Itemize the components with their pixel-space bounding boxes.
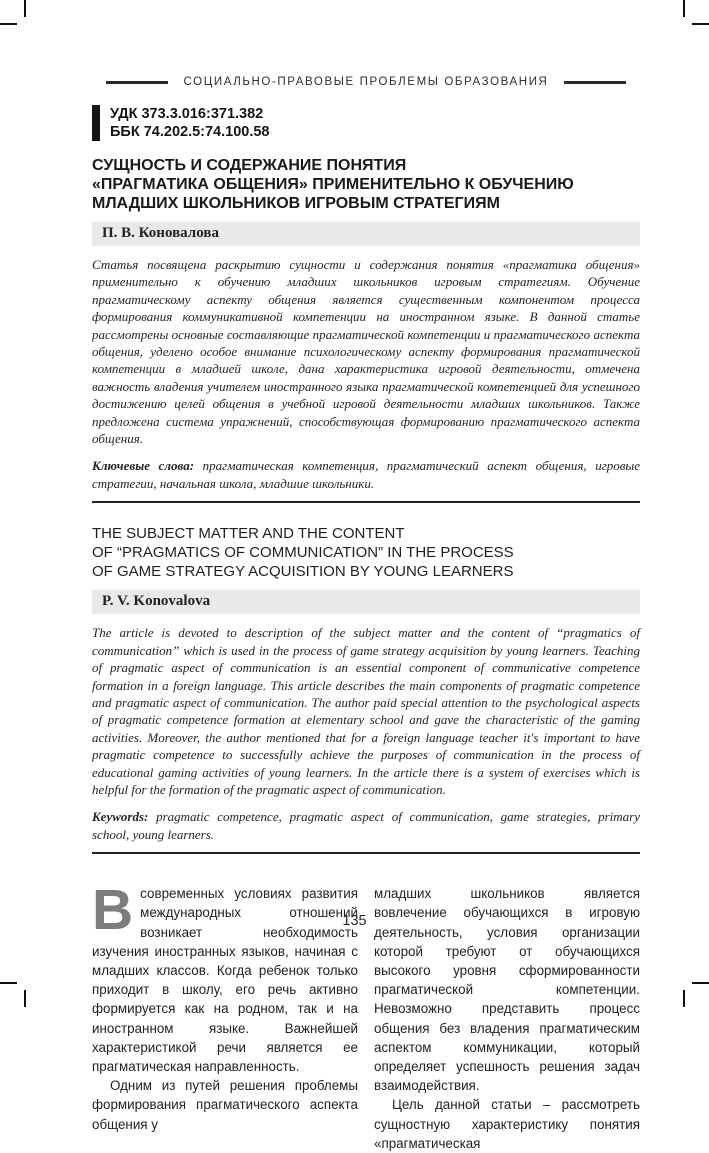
crop-mark-bottom-left-vertical [24,990,26,1007]
abstract-en: The article is devoted to description of the subject matter and the content of “pragmatics of communication” which is used in the process of game strategy acquisition by young learners. Teaching of pragmatic aspect of communication is an essential component of communicative competence formation in a foreign language. This article describes the main components of pragmatic competence and pragmatic aspect of communication. The author paid special attention to the psychological aspects of pragmatic competence formation at elementary school and gave the characteristic of the gaming activities. Moreover, the author mentioned that for a foreign language teacher it's important to have pragmatic competence to successfully achieve the purposes of communication in the process of educational gaming activities of young learners. In the article there is a system of exercises which is helpful for the formation of the pragmatic aspect of communication. [92,625,640,797]
section-divider-2 [92,852,640,854]
udc-code: УДК 373.3.016:371.382 [110,106,264,122]
abstract-ru: Статья посвящена раскрытию сущности и содержания понятия «прагматика общения» применительно к обучению младших школьников игровым стратегиям. Обучение прагматическому аспекту общения является существенным компонентом процесса формирования коммуникативной компетенции на иностранном языке. В данной статье рассмотрены основные составляющие прагматической компетенции и прагматического аспекта общения, уделено особое внимание психологическому аспекту формирования прагматической компетенции в младшей школе, дана характеристика игровой деятельности, отмечена важность владения учителем иностранного языка прагматической компетенцией для успешного достижению целей общения в учебной игровой деятельности младших школьников. Также предложена система упражнений, способствующая формированию прагматического аспекта общения. [92,257,640,447]
keywords-ru [92,457,640,492]
drop-cap: В [92,878,134,943]
keywords-en-label: Keywords: [92,809,149,825]
crop-mark-bottom-right-horizontal [692,982,709,984]
crop-mark-top-left-vertical [24,0,26,17]
crop-mark-top-right-horizontal [692,23,709,25]
running-header-right-rule [564,81,626,84]
body-right-paragraph-1: младших школьников является вовлечение обучающихся в игровую деятельность, условия организации которой требуют от обучающихся высокого уровня сформированности прагматической компетенции. Невозможно представить процесс общения без владения прагматическим аспектом коммуникации, который определяет успешность решения задач взаимодействия. [374,886,640,1094]
crop-mark-top-right-vertical [683,0,685,17]
body-left-paragraph-2: Одним из путей решения проблемы формирования прагматического аспекта общения у [92,1078,358,1132]
author-name-en: P. V. Konovalova [92,590,640,614]
article-title-ru-line-2: «ПРАГМАТИКА ОБЩЕНИЯ» ПРИМЕНИТЕЛЬНО К ОБУЧЕНИЮ [92,176,574,193]
running-header [92,76,640,88]
body-left-paragraph-1-text: современных условиях развития международных отношений возникает необходимость изучения иностранных языков, начиная с младших классов. Когда ребенок только приходит в школу, его речь активно формируется как на родном, так и на иностранном языке. Важнейшей характеристикой речи является ее прагматическая направленность. [92,886,358,1074]
page-content [92,0,640,1153]
body-right-paragraph-2: Цель данной статьи – рассмотреть сущностную характеристику понятия «прагматическая [374,1097,640,1151]
page-number: 135 [342,913,367,929]
running-header-text: СОЦИАЛЬНО-ПРАВОВЫЕ ПРОБЛЕМЫ ОБРАЗОВАНИЯ [183,76,549,88]
article-title-en-line-2: OF “PRAGMATICS OF COMMUNICATION” IN THE PROCESS [92,544,514,562]
crop-mark-bottom-left-horizontal [0,982,17,984]
article-title-en-line-3: OF GAME STRATEGY ACQUISITION BY YOUNG LEARNERS [92,563,514,581]
author-name-ru: П. В. Коновалова [92,222,640,246]
article-title-ru-line-3: МЛАДШИХ ШКОЛЬНИКОВ ИГРОВЫМ СТРАТЕГИЯМ [92,195,500,212]
classification-block [92,105,640,141]
running-header-left-rule [106,81,168,84]
article-title-en [92,524,640,581]
keywords-ru-list: прагматическая компетенция, прагматический аспект общения, игровые стратегии, начальная школа, младшие школьники. [92,458,640,491]
article-title-ru [92,156,640,213]
keywords-ru-label: Ключевые слова: [92,458,195,474]
keywords-en-list: pragmatic competence, pragmatic aspect of communication, game strategies, primary school, young learners. [92,809,640,842]
bbk-code: ББК 74.202.5:74.100.58 [110,124,270,140]
section-divider-1 [92,501,640,503]
crop-mark-bottom-right-vertical [683,990,685,1007]
article-title-ru-line-1: СУЩНОСТЬ И СОДЕРЖАНИЕ ПОНЯТИЯ [92,157,407,174]
crop-mark-top-left-horizontal [0,23,17,25]
article-title-en-line-1: THE SUBJECT MATTER AND THE CONTENT [92,525,405,543]
keywords-en [92,808,640,843]
